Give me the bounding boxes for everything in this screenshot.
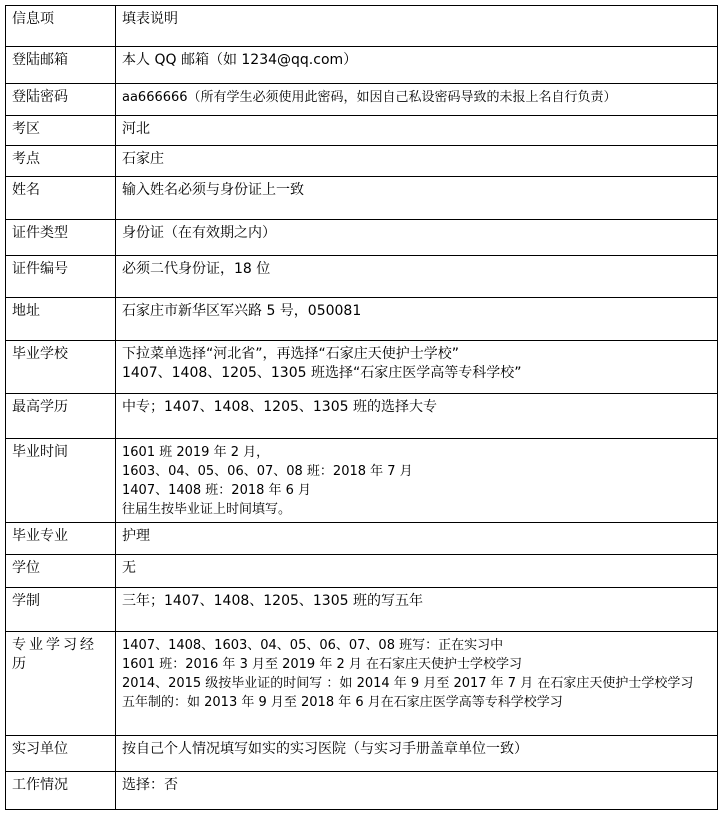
row-label: 专业学习经历 [6, 632, 116, 736]
row-description: 本人 QQ 邮箱（如 1234@qq.com） [116, 47, 718, 84]
table-row [6, 772, 718, 810]
row-description: 必须二代身份证，18 位 [116, 256, 718, 298]
row-label: 证件编号 [6, 256, 116, 298]
table-row [6, 220, 718, 256]
row-label: 学位 [6, 555, 116, 588]
row-description: 按自己个人情况填写如实的实习医院（与实习手册盖章单位一致） [116, 736, 718, 772]
table-row [6, 47, 718, 84]
row-label: 信息项 [6, 6, 116, 47]
table-row [6, 84, 718, 116]
row-description: 选择：否 [116, 772, 718, 810]
row-label: 工作情况 [6, 772, 116, 810]
row-label: 考点 [6, 146, 116, 177]
row-description: 1407、1408、1603、04、05、06、07、08 班写：正在实习中 1601 班：2016 年 3 月至 2019 年 2 月 在石家庄天使护士学校学习 2014、2015 级按毕业证的时间写 ：如 2014 年 9 月至 2017 年 7 月 在石家庄天使护士学校学习 五年制的：如 2013 年 9 月至 2018 年 6 月在石家庄医学高等专科学校学习 [116, 632, 718, 736]
row-label: 毕业时间 [6, 439, 116, 523]
row-description: 无 [116, 555, 718, 588]
row-description: 三年；1407、1408、1205、1305 班的写五年 [116, 588, 718, 632]
row-label: 学制 [6, 588, 116, 632]
row-label: 地址 [6, 298, 116, 341]
row-label: 实习单位 [6, 736, 116, 772]
row-label: 证件类型 [6, 220, 116, 256]
info-table [5, 5, 718, 810]
row-label: 最高学历 [6, 394, 116, 439]
row-description: 下拉菜单选择“河北省”，再选择“石家庄天使护士学校” 1407、1408、1205、1305 班选择“石家庄医学高等专科学校” [116, 341, 718, 394]
table-row [6, 736, 718, 772]
row-label: 毕业专业 [6, 523, 116, 555]
row-description: aa666666（所有学生必须使用此密码，如因自己私设密码导致的未报上名自行负责） [116, 84, 718, 116]
table-row [6, 555, 718, 588]
row-description: 输入姓名必须与身份证上一致 [116, 177, 718, 220]
row-description: 身份证（在有效期之内） [116, 220, 718, 256]
table-row [6, 341, 718, 394]
row-description: 填表说明 [116, 6, 718, 47]
row-description: 河北 [116, 116, 718, 146]
row-label: 登陆密码 [6, 84, 116, 116]
row-label: 考区 [6, 116, 116, 146]
table-row [6, 588, 718, 632]
table-row [6, 523, 718, 555]
row-label: 毕业学校 [6, 341, 116, 394]
row-label: 登陆邮箱 [6, 47, 116, 84]
table-row [6, 177, 718, 220]
table-row [6, 632, 718, 736]
table-row [6, 116, 718, 146]
table-row [6, 298, 718, 341]
row-description: 石家庄 [116, 146, 718, 177]
row-description: 中专；1407、1408、1205、1305 班的选择大专 [116, 394, 718, 439]
row-label: 姓名 [6, 177, 116, 220]
table-row [6, 439, 718, 523]
table-row [6, 146, 718, 177]
row-description: 石家庄市新华区军兴路 5 号，050081 [116, 298, 718, 341]
table-row [6, 6, 718, 47]
row-description: 1601 班 2019 年 2 月， 1603、04、05、06、07、08 班：2018 年 7 月 1407、1408 班：2018 年 6 月 往届生按毕业证上时间填写。 [116, 439, 718, 523]
table-row [6, 394, 718, 439]
row-description: 护理 [116, 523, 718, 555]
table-row [6, 256, 718, 298]
